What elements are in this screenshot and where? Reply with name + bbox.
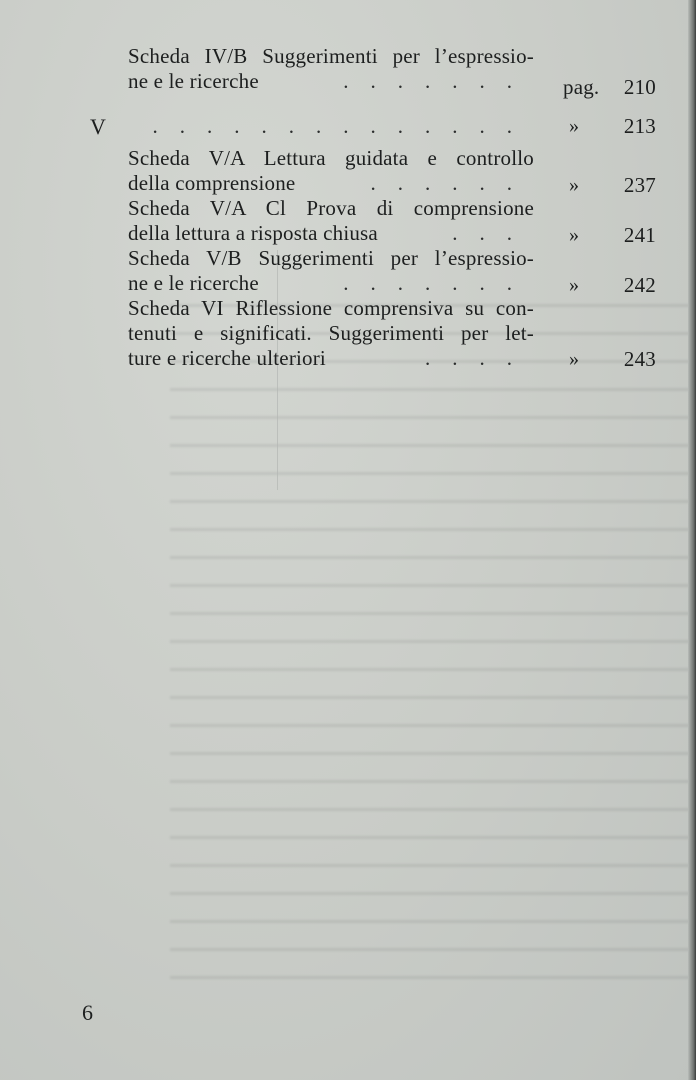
toc-entry-title [128,296,534,371]
ditto-mark: » [569,115,580,137]
dot-leader: ...... [370,171,534,195]
toc-entry-line: ne e le ricerche [128,69,259,93]
toc-entry-line: Scheda V/A Cl Prova di comprensione [128,196,534,220]
toc-entry-title [128,146,534,196]
ditto-mark: » [569,174,580,196]
toc-entry-line: tenuti e significati. Suggerimenti per let- [128,321,534,345]
folio-page-number: 6 [82,1000,93,1025]
dot-leader: ... [452,221,534,245]
toc-entry-line: Scheda V/B Suggerimenti per l’espressio- [128,246,534,270]
toc-entry [0,196,696,246]
dot-leader: .............. [152,114,534,138]
toc-chapter-entry [0,114,696,139]
toc-entry-line: Scheda VI Riflessione comprensiva su con- [128,296,534,320]
page-number: 243 [623,347,656,371]
toc-entry [0,44,696,99]
toc-entry [0,246,696,296]
page-number: 237 [623,173,656,197]
ditto-mark: » [569,274,580,296]
toc-entry-title [128,246,534,296]
toc-entry-line: della lettura a risposta chiusa [128,221,378,245]
toc-entry [0,296,696,371]
page-number: 213 [623,114,656,138]
page-number: 210 [623,75,656,99]
chapter-number: V [90,114,107,139]
toc-entry [0,146,696,196]
toc-entry-line: ture e ricerche ulteriori [128,346,326,370]
toc-entry-line: Scheda IV/B Suggerimenti per l’espressio- [128,44,534,68]
toc-entry-title [128,196,534,246]
toc-entry-line: Scheda V/A Lettura guidata e controllo [128,146,534,170]
show-through [170,290,690,990]
dot-leader: ....... [343,69,534,93]
page-number: 241 [623,223,656,247]
dot-leader: .... [425,346,534,370]
ditto-mark: » [569,224,580,246]
toc-entry-title [128,44,534,94]
page-label: pag. [563,75,600,99]
page-number: 242 [623,273,656,297]
dot-leader: ....... [343,271,534,295]
toc-entry-line: della comprensione [128,171,296,195]
toc-entry-line: ne e le ricerche [128,271,259,295]
ditto-mark: » [569,348,580,370]
